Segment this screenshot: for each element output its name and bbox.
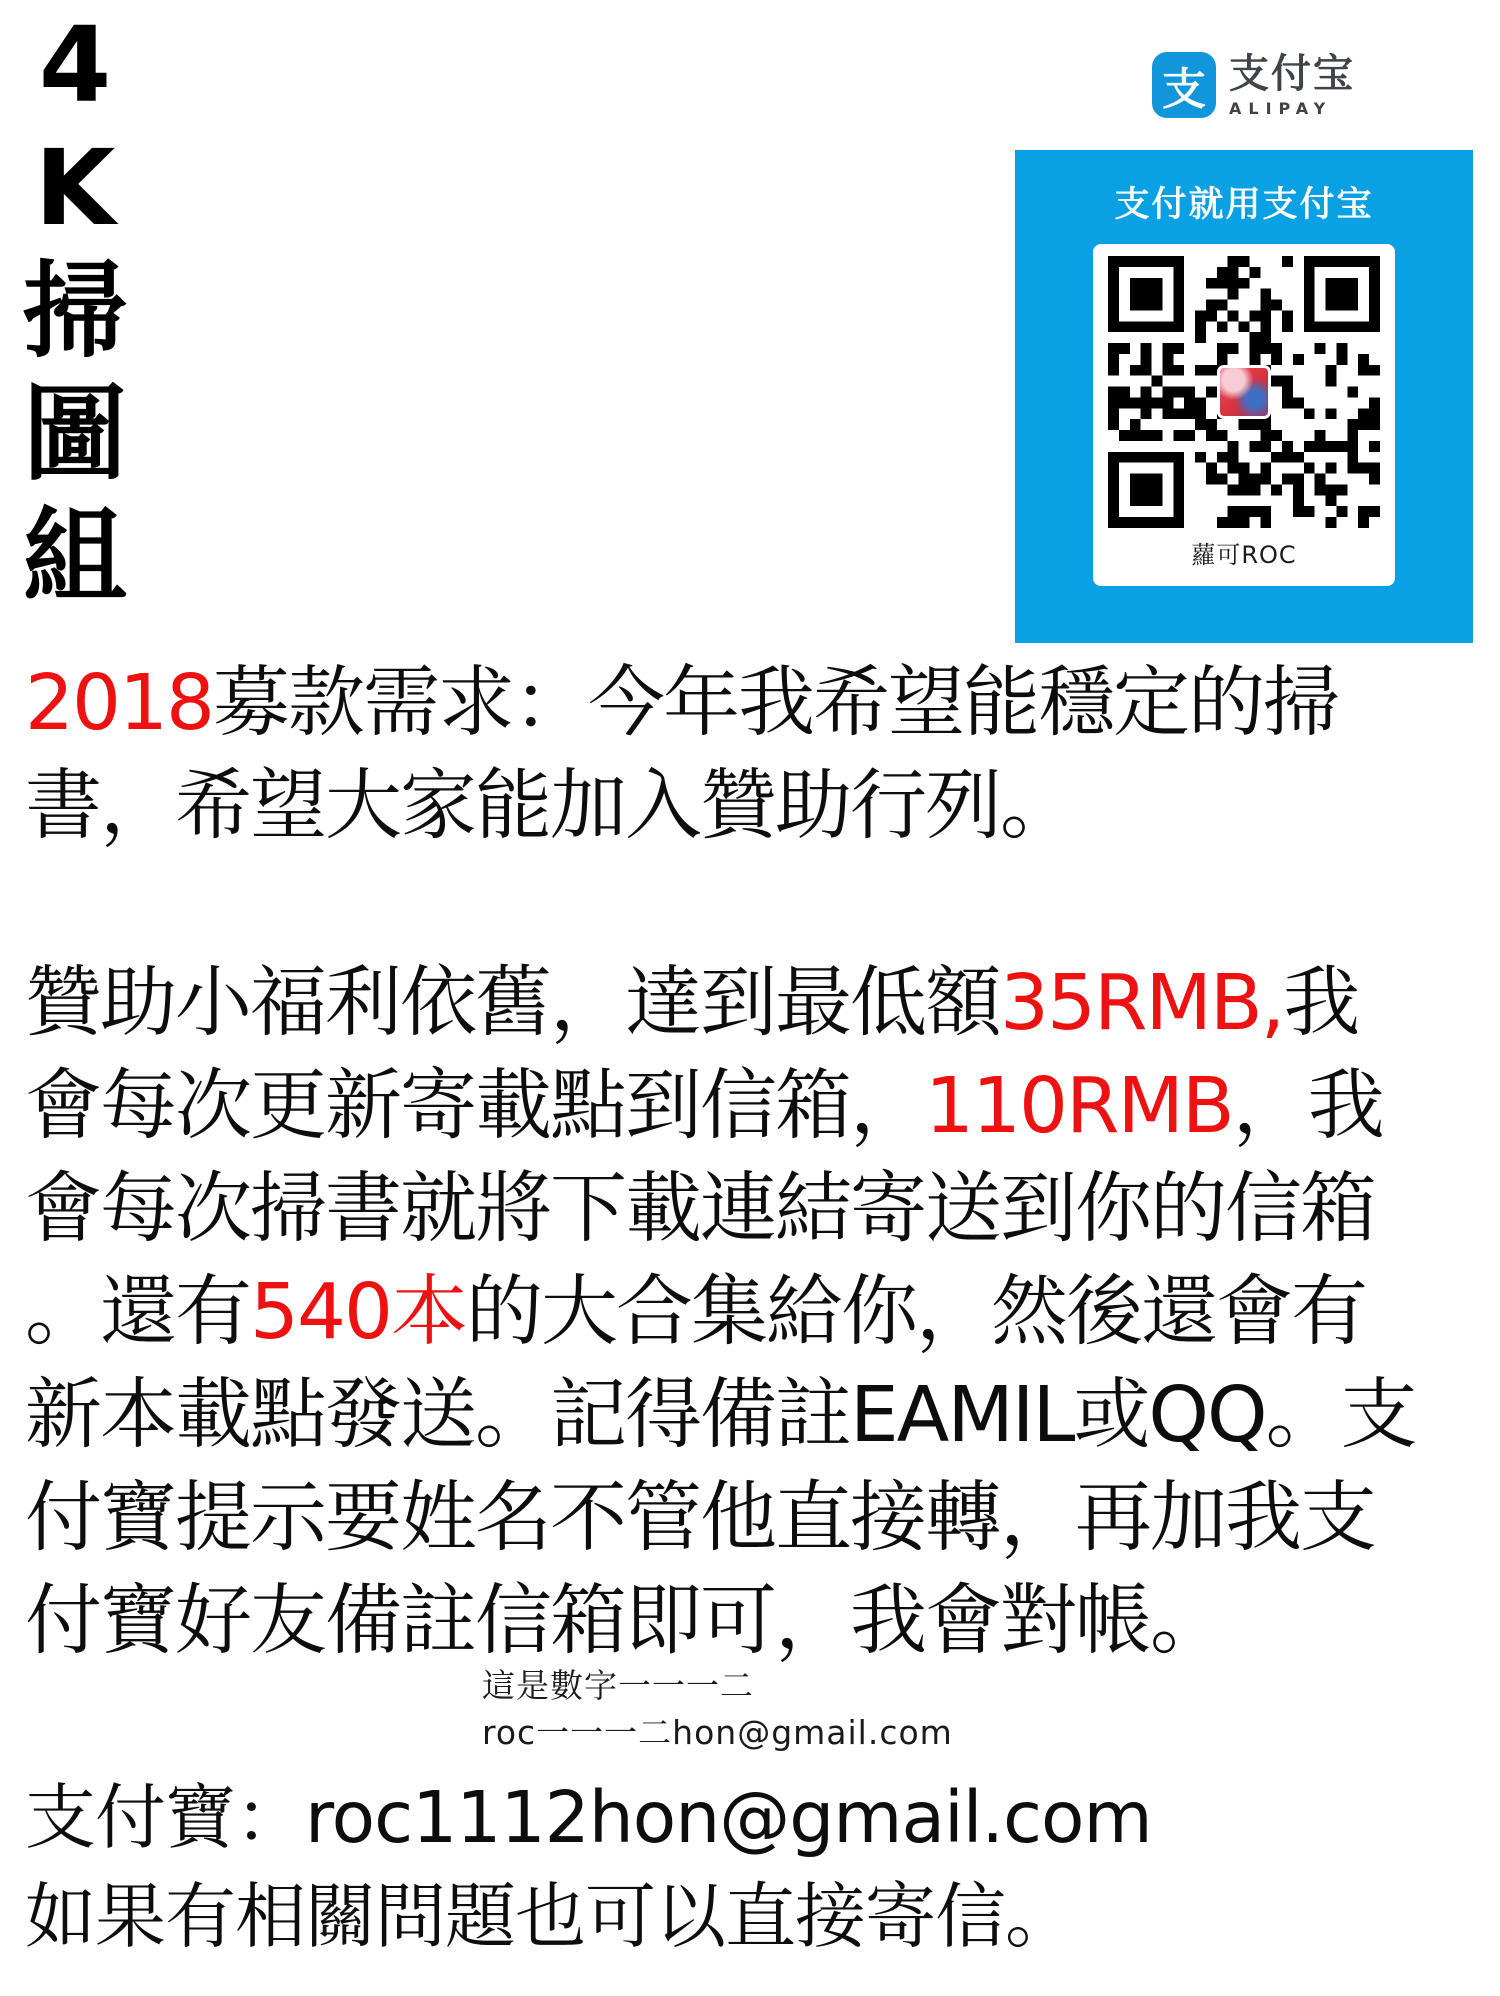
body-text: 。還有 [25, 1268, 250, 1357]
vertical-title-char: 4 [38, 4, 112, 126]
alipay-logo-icon [1152, 52, 1216, 118]
body-text: 會每次更新寄載點到信箱， [25, 1062, 925, 1151]
vertical-title-4k-scan-group [16, 4, 134, 619]
vertical-title-char: K [34, 127, 116, 249]
paragraph [25, 652, 1485, 858]
vertical-title-char: 組 [22, 496, 127, 618]
text-line [25, 1467, 1485, 1570]
contact-line: 如果有相關問題也可以直接寄信。 [25, 1875, 1076, 1958]
highlight-red-text: 110RMB [925, 1062, 1233, 1151]
body-text: 書，希望大家能加入贊助行列。 [25, 762, 1075, 851]
qr-center-sticker [1217, 365, 1271, 419]
qr-account-label: 蘿可ROC [1191, 541, 1297, 569]
alipay-brand-text [1229, 52, 1355, 118]
text-line [25, 1158, 1485, 1261]
highlight-red-text: 2018 [25, 659, 213, 748]
footer [25, 1768, 1485, 1966]
note-line: roc一一一二hon@gmail.com [482, 1713, 953, 1752]
alipay-brand [1152, 52, 1355, 118]
body-paragraphs [25, 652, 1485, 1673]
alipay-brand-latin: ALIPAY [1229, 99, 1333, 118]
body-text: 我 [1283, 959, 1359, 1048]
text-line [25, 652, 1485, 755]
body-text: 贊助小福利依舊，達到最低額 [25, 959, 1000, 1048]
note-line: 這是數字一一一二 [482, 1666, 754, 1705]
alipay-brand-name: 支付宝 [1229, 51, 1355, 97]
body-text: ，我 [1232, 1062, 1383, 1151]
text-line [25, 952, 1485, 1055]
text-line [25, 1261, 1485, 1364]
text-line [25, 1055, 1485, 1158]
alipay-qr-panel [1015, 150, 1473, 643]
paragraph [25, 952, 1485, 1673]
alipay-account-line: 支付寶：roc1112hon@gmail.com [25, 1776, 1152, 1859]
body-text: 的大合集給你，然後還會有 [465, 1268, 1366, 1357]
body-text: 會每次掃書就將下載連結寄送到你的信箱 [25, 1165, 1375, 1254]
alipay-icon-glyph: 支 [1162, 64, 1206, 115]
text-line [25, 1570, 1485, 1673]
account-number-note [482, 1662, 953, 1756]
body-text: 募款需求：今年我希望能穩定的掃 [212, 659, 1338, 748]
text-line [25, 755, 1485, 858]
qr-card [1093, 244, 1395, 586]
qr-panel-header: 支付就用支付宝 [1114, 185, 1374, 225]
highlight-red-text: 35RMB, [1000, 959, 1284, 1048]
body-text: 付寶好友備註信箱即可，我會對帳。 [25, 1577, 1225, 1666]
text-line [25, 1364, 1485, 1467]
vertical-title-char: 掃 [22, 250, 127, 372]
body-text: 新本載點發送。記得備註EAMIL或QQ。支 [25, 1371, 1416, 1460]
highlight-red-text: 540本 [250, 1268, 466, 1357]
body-text: 付寶提示要姓名不管他直接轉，再加我支 [25, 1474, 1375, 1563]
vertical-title-char: 圖 [22, 373, 127, 495]
